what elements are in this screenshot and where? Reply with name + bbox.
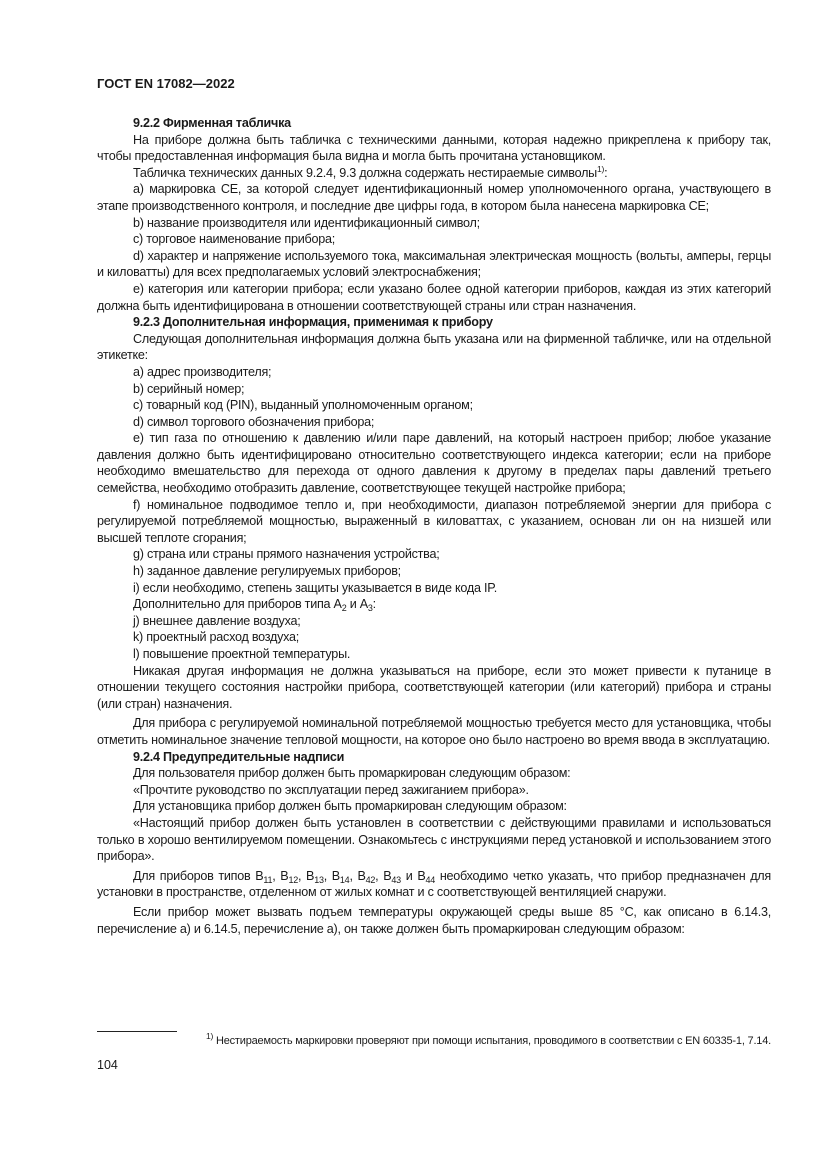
subscript: 44 [425,874,435,885]
paragraph: Следующая дополнительная информация должна быть указана или на фирменной табличке, или на отдельной этикетке: [97,331,771,363]
list-item: l) повышение проектной температуры. [133,647,351,661]
footnote-text: Нестираемость маркировки проверяют при помощи испытания, проводимого в соответствии с EN 60335-1, 7.14. [213,1035,771,1047]
subscript: 12 [288,874,298,885]
paragraph: Для пользователя прибор должен быть промаркирован следующим образом: [133,766,571,781]
paragraph-text: Дополнительно для приборов типа A [133,597,342,612]
paragraph: «Настоящий прибор должен быть установлен в соответствии с действующими правилами и использоваться только в хорошо вентилируемом помещении. Ознакомьтесь с инструкциями перед установкой и использованием этого прибора». [97,815,771,864]
subscript: 13 [314,874,324,885]
subscript: 42 [365,874,376,885]
paragraph: «Прочтите руководство по эксплуатации перед зажиганием прибора». [133,782,529,797]
paragraph [97,165,771,182]
list-item: d) характер и напряжение используемого тока, максимальная электрическая мощность (вольты, амперы, герцы и киловатты) для всех предполагаемых условий электроснабжения; [97,248,771,280]
paragraph-text: Табличка технических данных 9.2.4, 9.3 должна содержать нестираемые символы [133,165,597,180]
paragraph-text: и B [400,868,426,883]
subscript: 14 [339,874,350,885]
footnote [97,1031,771,1047]
paragraph-text: необходимо четко указать, что прибор предназначен для установки в пространстве, отделенном от жилых комнат и с соответствующей вентиляцией снаружи. [97,868,771,900]
list-item: e) тип газа по отношению к давлению и/или паре давлений, на который настроен прибор; любое указание давления должно быть идентифицировано относительно соответствующего индекса категории; если на приборе необходимо вмешательство для перехода от одного давления к другому в пределах пары давлений третьего семейства, необходимо отобразить давление, соответствующее текущей настройке прибора; [97,431,771,496]
document-body [97,115,771,937]
list-item: k) проектный расход воздуха; [133,630,300,645]
footnote-ref: 1) [597,163,605,174]
list-item: b) название производителя или идентификационный символ; [133,215,480,230]
paragraph-text: , B [349,868,366,883]
list-item: c) товарный код (PIN), выданный уполномоченным органом; [133,398,473,413]
page-number: 104 [97,1058,118,1072]
paragraph: Для установщика прибор должен быть промаркирован следующим образом: [133,799,567,814]
list-item: a) маркировка CE, за которой следует идентификационный номер уполномоченного органа, участвующего в этапе производственного контроля, и последние две цифры года, в котором была нанесена маркировка CE; [97,182,771,213]
paragraph-text: , B [323,868,340,883]
list-item: h) заданное давление регулируемых приборов; [133,564,401,579]
subscript: 2 [341,603,347,614]
section-heading: 9.2.2 Фирменная табличка [133,116,291,130]
list-item: g) страна или страны прямого назначения устройства; [133,547,440,562]
paragraph: Для прибора с регулируемой номинальной потребляемой мощностью требуется место для установщика, чтобы отметить номинальное значение тепловой мощности, на которое оно было настроено во время ввода в эксплуатацию. [97,716,771,747]
paragraph-text: , B [375,868,392,883]
list-item: i) если необходимо, степень защиты указывается в виде кода IP. [133,580,498,595]
paragraph [97,596,771,613]
paragraph-text: Для приборов типов B [133,868,264,883]
section-heading: 9.2.3 Дополнительная информация, применимая к прибору [133,315,493,330]
footnote-divider [97,1031,177,1032]
paragraph-text: и A [346,597,368,612]
paragraph-text: , B [272,868,289,883]
list-item: j) внешнее давление воздуха; [133,613,301,628]
paragraph [97,868,771,901]
list-item: f) номинальное подводимое тепло и, при необходимости, диапазон потребляемой энергии для прибора с регулируемой потребляемой мощностью, выраженный в киловаттах, с указанием, основан ли он на низшей или высшей теплоте сгорания; [97,497,771,545]
document-header: ГОСТ EN 17082—2022 [97,76,235,91]
paragraph-text: : [372,597,376,612]
list-item: a) адрес производителя; [133,364,272,379]
subscript: 3 [367,603,373,614]
paragraph: Если прибор может вызвать подъем температуры окружающей среды выше 85 °С, как описано в 6.14.3, перечисление a) и 6.14.5, перечисление a), он также должен быть промаркирован следующим образом: [97,904,771,936]
list-item: d) символ торгового обозначения прибора; [133,414,375,429]
subscript: 43 [391,874,401,885]
list-item: c) торговое наименование прибора; [133,232,335,247]
paragraph-text: : [604,165,608,180]
paragraph: На приборе должна быть табличка с техническими данными, которая надежно прикреплена к прибору так, чтобы предоставленная информация была видна и могла быть прочитана установщиком. [97,132,771,164]
paragraph: Никакая другая информация не должна указываться на приборе, если это может привести к путанице в отношении текущего состояния настройки прибора, соответствующей категории (или категорий) прибора и страны (или стран) назначения. [97,663,771,711]
section-heading: 9.2.4 Предупредительные надписи [133,749,345,764]
subscript: 11 [263,874,273,885]
paragraph-text: , B [297,868,315,883]
list-item: b) серийный номер; [133,381,245,396]
footnote-mark: 1) [205,1031,214,1041]
list-item: e) категория или категории прибора; если указано более одной категории приборов, каждая из этих категорий должна быть идентифицирована в отношении соответствующей страны или стран назначения. [97,281,771,313]
